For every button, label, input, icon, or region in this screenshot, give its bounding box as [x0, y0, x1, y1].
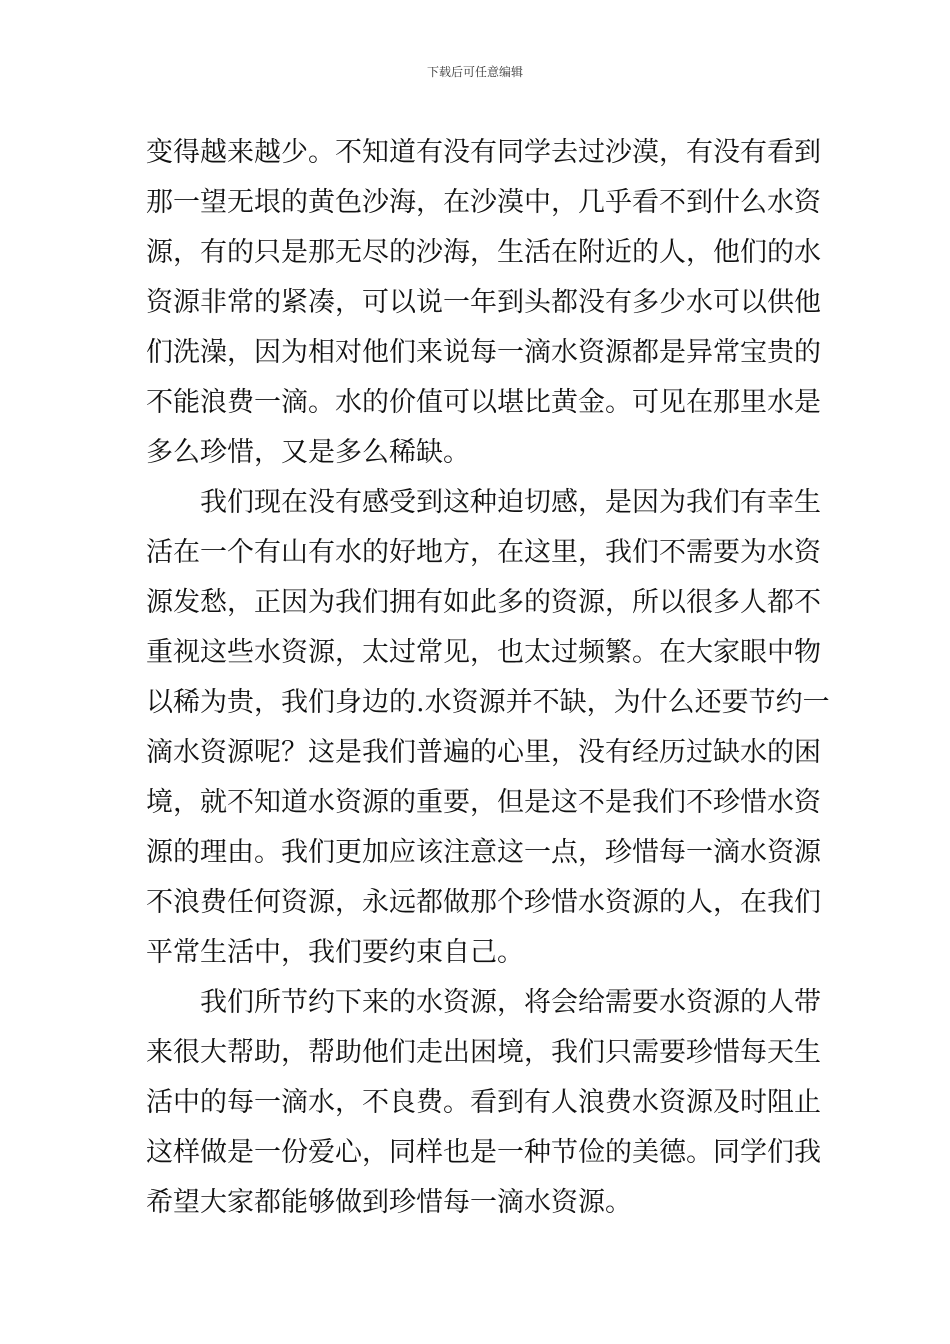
text-line: 那一望无垠的黄色沙海，在沙漠中，几乎看不到什么水资	[146, 187, 821, 218]
text-line: 我们所节约下来的水资源，将会给需要水资源的人带	[200, 987, 821, 1018]
text-line: 源，有的只是那无尽的沙海，生活在附近的人，他们的水	[146, 237, 821, 268]
text-line: 们洗澡，因为相对他们来说每一滴水资源都是异常宝贵的	[146, 337, 821, 368]
text-line: 境，就不知道水资源的重要，但是这不是我们不珍惜水资	[146, 787, 821, 818]
text-line: 重视这些水资源，太过常见，也太过频繁。在大家眼中物	[146, 637, 821, 668]
paragraph-3	[146, 978, 821, 1228]
paragraph-2	[146, 478, 830, 978]
text-line: 希望大家都能够做到珍惜每一滴水资源。	[146, 1187, 632, 1218]
text-line: 源发愁，正因为我们拥有如此多的资源，所以很多人都不	[146, 587, 821, 618]
paragraph-1	[146, 128, 821, 478]
document-body	[146, 128, 830, 1228]
text-line: 这样做是一份爱心，同样也是一种节俭的美德。同学们我	[146, 1137, 821, 1168]
text-line: 变得越来越少。不知道有没有同学去过沙漠，有没有看到	[146, 137, 821, 168]
text-line: 资源非常的紧凑，可以说一年到头都没有多少水可以供他	[146, 287, 821, 318]
text-line: 来很大帮助，帮助他们走出困境，我们只需要珍惜每天生	[146, 1037, 821, 1068]
text-line: 我们现在没有感受到这种迫切感，是因为我们有幸生	[200, 487, 821, 518]
text-line: 不浪费任何资源，永远都做那个珍惜水资源的人，在我们	[146, 887, 821, 918]
text-line: 以稀为贵，我们身边的.水资源并不缺，为什么还要节约一	[146, 687, 830, 718]
text-line: 平常生活中，我们要约束自己。	[146, 937, 524, 968]
text-line: 活中的每一滴水，不良费。看到有人浪费水资源及时阻止	[146, 1087, 821, 1118]
text-line: 多么珍惜，又是多么稀缺。	[146, 437, 470, 468]
text-line: 滴水资源呢？这是我们普遍的心里，没有经历过缺水的困	[146, 737, 821, 768]
text-line: 源的理由。我们更加应该注意这一点，珍惜每一滴水资源	[146, 837, 821, 868]
text-line: 不能浪费一滴。水的价值可以堪比黄金。可见在那里水是	[146, 387, 821, 418]
text-line: 活在一个有山有水的好地方，在这里，我们不需要为水资	[146, 537, 821, 568]
page-header: 下载后可任意编辑	[426, 65, 523, 79]
